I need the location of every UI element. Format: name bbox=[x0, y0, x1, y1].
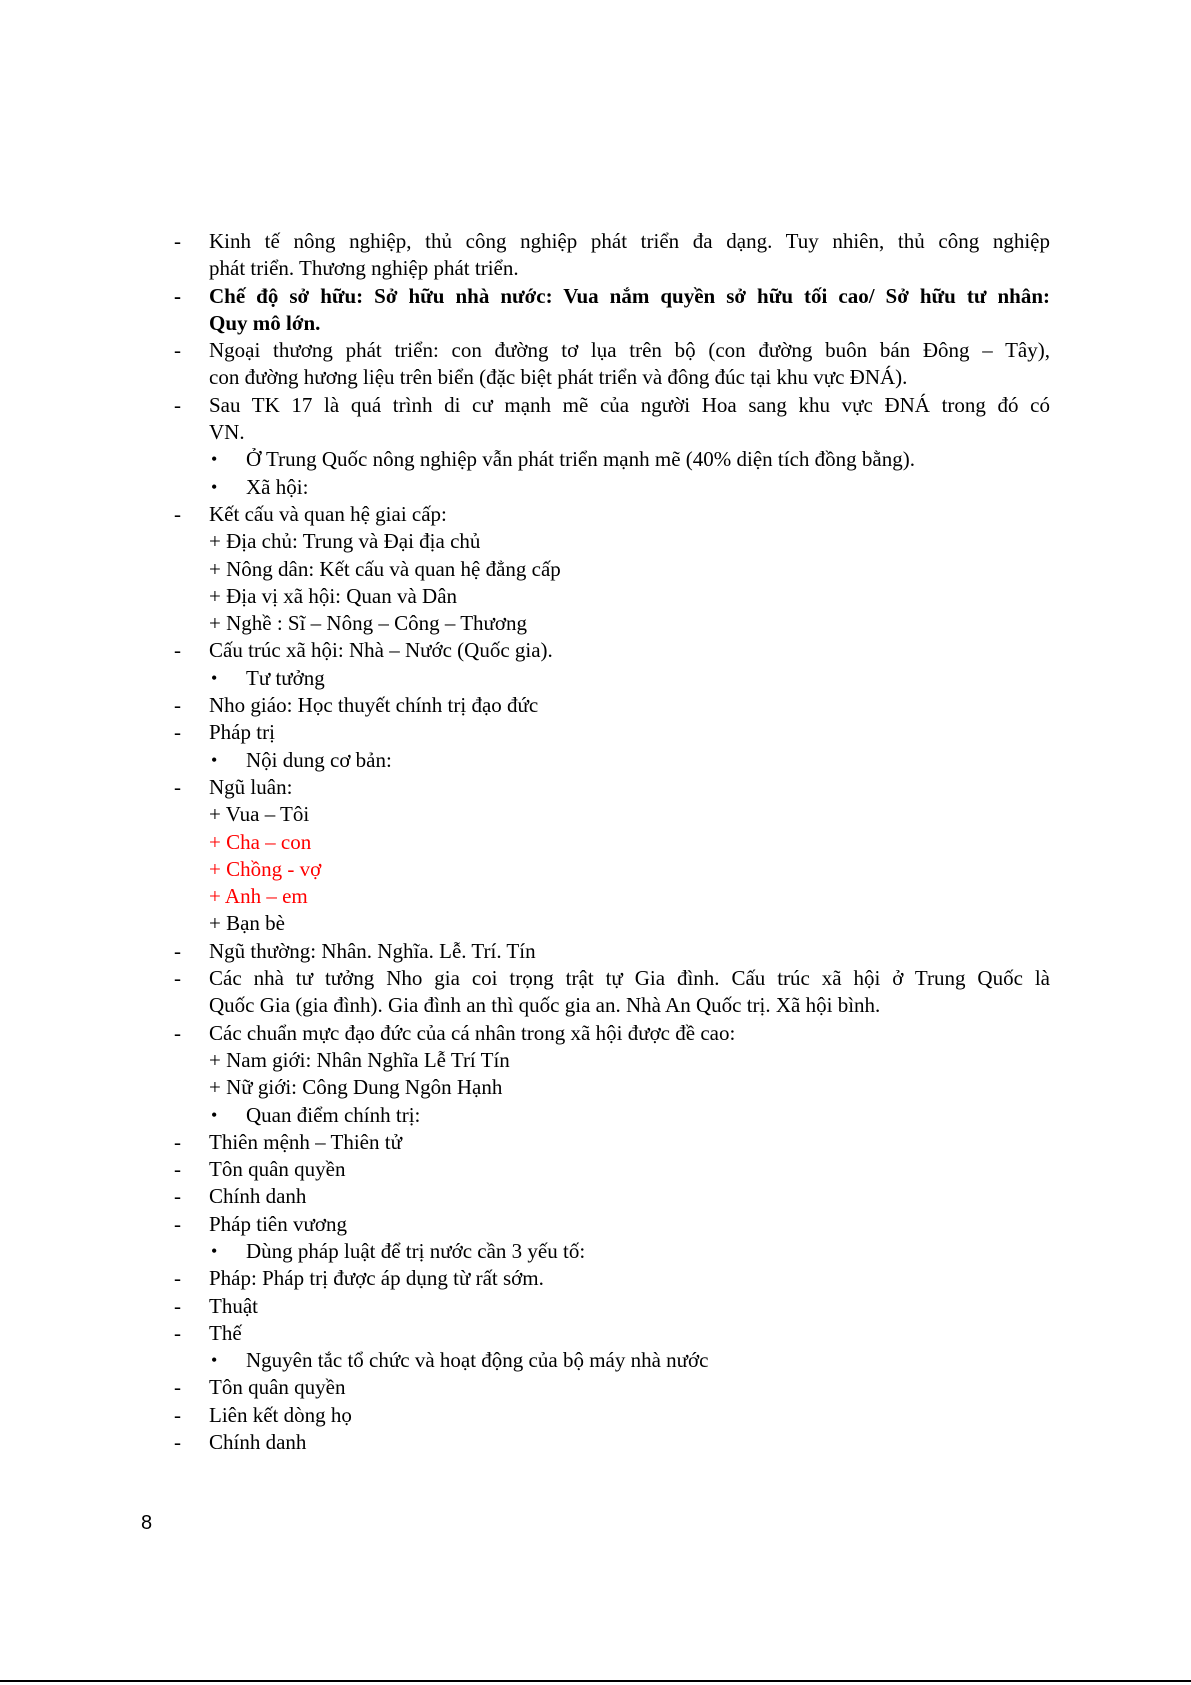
bullet-marker: • bbox=[211, 476, 218, 497]
line-text: Sau TK 17 là quá trình di cư mạnh mẽ của người Hoa sang khu vực ĐNÁ trong đó có bbox=[209, 392, 1050, 417]
dash-item bbox=[0, 501, 1191, 528]
bullet-marker: • bbox=[211, 1350, 218, 1371]
line-text: phát triển. Thương nghiệp phát triển. bbox=[209, 256, 519, 281]
bullet-item bbox=[0, 665, 1191, 692]
text-line bbox=[0, 310, 1191, 337]
line-text: + Nam giới: Nhân Nghĩa Lễ Trí Tín bbox=[209, 1047, 510, 1072]
bullet-item bbox=[0, 446, 1191, 473]
bullet-item bbox=[0, 1102, 1191, 1129]
line-text: Ngoại thương phát triển: con đường tơ lụa trên bộ (con đường buôn bán Đông – Tây), bbox=[209, 338, 1050, 363]
dash-marker: - bbox=[174, 693, 181, 718]
text-line bbox=[0, 1074, 1191, 1101]
bullet-marker: • bbox=[211, 1240, 218, 1261]
dash-item bbox=[0, 1183, 1191, 1210]
text-line bbox=[0, 992, 1191, 1019]
text-line bbox=[0, 801, 1191, 828]
bullet-item bbox=[0, 1347, 1191, 1374]
line-text: Xã hội: bbox=[246, 474, 309, 499]
line-text: + Chồng - vợ bbox=[209, 856, 322, 881]
dash-item bbox=[0, 1265, 1191, 1292]
dash-marker: - bbox=[174, 1211, 181, 1236]
dash-marker: - bbox=[174, 720, 181, 745]
dash-item bbox=[0, 1293, 1191, 1320]
bottom-edge-line bbox=[0, 1680, 1191, 1682]
page-number: 8 bbox=[141, 1512, 153, 1534]
bullet-marker: • bbox=[211, 1104, 218, 1125]
dash-marker: - bbox=[174, 1157, 181, 1182]
line-text: Ở Trung Quốc nông nghiệp vẫn phát triển mạnh mẽ (40% diện tích đồng bằng). bbox=[246, 447, 915, 472]
dash-marker: - bbox=[174, 1293, 181, 1318]
line-text: VN. bbox=[209, 420, 245, 445]
text-line bbox=[0, 255, 1191, 282]
dash-marker: - bbox=[174, 1430, 181, 1455]
dash-item bbox=[0, 965, 1191, 992]
line-text: Tôn quân quyền bbox=[209, 1157, 346, 1182]
dash-marker: - bbox=[174, 338, 181, 363]
line-text: + Địa chủ: Trung và Đại địa chủ bbox=[209, 529, 481, 554]
line-text: + Nghề : Sĩ – Nông – Công – Thương bbox=[209, 611, 528, 636]
line-text: Thiên mệnh – Thiên tử bbox=[209, 1129, 402, 1154]
dash-item bbox=[0, 1402, 1191, 1429]
line-text: Thế bbox=[209, 1320, 242, 1345]
dash-marker: - bbox=[174, 229, 181, 253]
line-text: + Cha – con bbox=[209, 829, 312, 854]
line-text: Chính danh bbox=[209, 1184, 307, 1209]
text-line bbox=[0, 528, 1191, 555]
bullet-item bbox=[0, 474, 1191, 501]
bullet-marker: • bbox=[211, 749, 218, 770]
dash-item bbox=[0, 692, 1191, 719]
dash-marker: - bbox=[174, 1184, 181, 1209]
dash-marker: - bbox=[174, 392, 181, 417]
dash-item bbox=[0, 283, 1191, 310]
dash-marker: - bbox=[174, 1375, 181, 1400]
line-text: Dùng pháp luật để trị nước cần 3 yếu tố: bbox=[246, 1238, 586, 1263]
line-text: con đường hương liệu trên biển (đặc biệt phát triển và đông đúc tại khu vực ĐNÁ). bbox=[209, 365, 908, 390]
bullet-item bbox=[0, 1238, 1191, 1265]
line-text: + Nữ giới: Công Dung Ngôn Hạnh bbox=[209, 1075, 503, 1100]
line-text: Nội dung cơ bản: bbox=[246, 747, 392, 772]
dash-marker: - bbox=[174, 1020, 181, 1045]
line-text: Thuật bbox=[209, 1293, 258, 1318]
line-text: Các nhà tư tưởng Nho gia coi trọng trật tự Gia đình. Cấu trúc xã hội ở Trung Quốc là bbox=[209, 966, 1050, 991]
line-text: Liên kết dòng họ bbox=[209, 1402, 352, 1427]
line-text: + Anh – em bbox=[209, 884, 308, 909]
dash-item bbox=[0, 1211, 1191, 1238]
line-text: Chế độ sở hữu: Sở hữu nhà nước: Vua nắm quyền sở hữu tối cao/ Sở hữu tư nhân: bbox=[209, 283, 1050, 308]
line-text: + Vua – Tôi bbox=[209, 802, 310, 827]
line-text: Ngũ luân: bbox=[209, 774, 293, 799]
dash-marker: - bbox=[174, 1129, 181, 1154]
line-text: Pháp trị bbox=[209, 720, 275, 745]
dash-marker: - bbox=[174, 1266, 181, 1291]
dash-item bbox=[0, 637, 1191, 664]
line-text: Nguyên tắc tổ chức và hoạt động của bộ máy nhà nước bbox=[246, 1348, 709, 1373]
text-line bbox=[0, 856, 1191, 883]
dash-marker: - bbox=[174, 283, 181, 308]
line-text: Nho giáo: Học thuyết chính trị đạo đức bbox=[209, 693, 539, 718]
line-text: Chính danh bbox=[209, 1430, 307, 1455]
line-text: Quan điểm chính trị: bbox=[246, 1102, 421, 1127]
document-body bbox=[0, 228, 1191, 1456]
dash-item bbox=[0, 392, 1191, 419]
text-line bbox=[0, 364, 1191, 391]
dash-item bbox=[0, 337, 1191, 364]
bullet-item bbox=[0, 747, 1191, 774]
dash-item bbox=[0, 228, 1191, 255]
dash-item bbox=[0, 719, 1191, 746]
line-text: Các chuẩn mực đạo đức của cá nhân trong xã hội được đề cao: bbox=[209, 1020, 736, 1045]
line-text: + Bạn bè bbox=[209, 911, 285, 936]
text-line bbox=[0, 910, 1191, 937]
dash-marker: - bbox=[174, 1402, 181, 1427]
dash-marker: - bbox=[174, 1320, 181, 1345]
text-line bbox=[0, 583, 1191, 610]
bullet-marker: • bbox=[211, 667, 218, 688]
line-text: Quy mô lớn. bbox=[209, 310, 321, 335]
dash-item bbox=[0, 774, 1191, 801]
line-text: Pháp tiên vương bbox=[209, 1211, 347, 1236]
dash-marker: - bbox=[174, 966, 181, 991]
line-text: Ngũ thường: Nhân. Nghĩa. Lễ. Trí. Tín bbox=[209, 938, 536, 963]
text-line bbox=[0, 556, 1191, 583]
dash-marker: - bbox=[174, 501, 181, 526]
dash-item bbox=[0, 1374, 1191, 1401]
dash-item bbox=[0, 938, 1191, 965]
text-line bbox=[0, 610, 1191, 637]
dash-item bbox=[0, 1320, 1191, 1347]
bullet-marker: • bbox=[211, 449, 218, 470]
dash-item bbox=[0, 1429, 1191, 1456]
text-line bbox=[0, 883, 1191, 910]
dash-marker: - bbox=[174, 938, 181, 963]
line-text: Quốc Gia (gia đình). Gia đình an thì quốc gia an. Nhà An Quốc trị. Xã hội bình. bbox=[209, 993, 881, 1018]
line-text: Tư tưởng bbox=[246, 665, 325, 690]
line-text: Cấu trúc xã hội: Nhà – Nước (Quốc gia). bbox=[209, 638, 553, 663]
text-line bbox=[0, 829, 1191, 856]
dash-item bbox=[0, 1156, 1191, 1183]
line-text: Pháp: Pháp trị được áp dụng từ rất sớm. bbox=[209, 1266, 544, 1291]
text-line bbox=[0, 419, 1191, 446]
dash-item bbox=[0, 1020, 1191, 1047]
dash-marker: - bbox=[174, 638, 181, 663]
line-text: Kết cấu và quan hệ giai cấp: bbox=[209, 501, 447, 526]
dash-item bbox=[0, 1129, 1191, 1156]
line-text: Tôn quân quyền bbox=[209, 1375, 346, 1400]
dash-marker: - bbox=[174, 774, 181, 799]
line-text: + Địa vị xã hội: Quan và Dân bbox=[209, 583, 458, 608]
line-text: Kinh tế nông nghiệp, thủ công nghiệp phát triển đa dạng. Tuy nhiên, thủ công nghiệp bbox=[209, 229, 1050, 253]
text-line bbox=[0, 1047, 1191, 1074]
line-text: + Nông dân: Kết cấu và quan hệ đẳng cấp bbox=[209, 556, 561, 581]
